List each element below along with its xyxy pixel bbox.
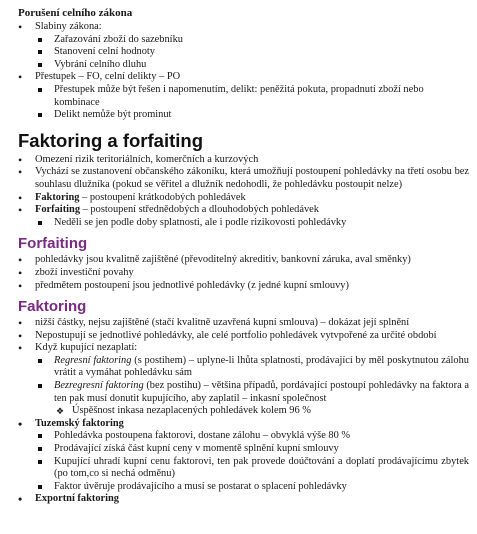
term-definition: – postoupení krátkodobých pohledávek	[79, 191, 246, 203]
list-item: • Omezení rizik teritoriálních, komerčních a kurzových	[18, 154, 469, 167]
factoring-forfaiting-list	[18, 154, 469, 230]
list-item: • pohledávky jsou kvalitně zajištěné (převoditelný akreditiv, bankovní záruka, aval směnky)	[18, 254, 469, 267]
list-item: • Nepostupují se jednotlivé pohledávky, ale celé portfolio pohledávek vytvpořené za určité období	[18, 330, 469, 343]
list-item	[18, 355, 469, 380]
list-item: Prodávající získá část kupní ceny v momentě splnění kupní smlouvy	[18, 443, 469, 456]
list-item: Pohledávka postoupena faktorovi, dostane zálohu – obvyklá výše 80 %	[18, 430, 469, 443]
section-heading-factoring: Faktoring	[18, 298, 87, 316]
list-item: • Vychází se zustanovení občanského zákoníku, která umožňují postoupení pohledávky na třetí osobu bez souhlasu dlužníka (pokud se věřitel a dlužník nedohodli, že pohledávku postoupit nelze)	[18, 166, 469, 191]
term-italic: Regresní faktoring	[54, 354, 132, 366]
list-item: Stanovení celní hodnoty	[18, 46, 469, 59]
list-item	[18, 192, 469, 205]
factoring-list	[18, 317, 469, 506]
list-item: • zboží investiční povahy	[18, 267, 469, 280]
term-definition: (s postihem) – uplyne-li lhůta splatnosti, prodávající by měl poskytnutou zálohu vrátit a vymáhat pohledávku sám	[54, 354, 469, 379]
term-bold: Forfaiting	[35, 204, 81, 216]
list-item: Faktor úvěruje prodávajícího a musí se postarat o splacení pohledávky	[18, 481, 469, 494]
list-item: • nižší částky, nejsu zajištěné (stačí kvalitně uzavřená kupní smlouva) – dokázat její splnění	[18, 317, 469, 330]
section-heading-customs: Porušení celního zákona	[18, 7, 133, 19]
forfaiting-list	[18, 254, 469, 292]
list-item: Delikt nemůže být prominut	[18, 109, 469, 122]
list-item: Kupující uhradí kupní cenu faktorovi, ten pak provede doúčtování a doplatí prodávajícímu zbytek (po tom,co si nechá odměnu)	[18, 456, 469, 481]
term-definition: (bez postihu) – většina případů, pordávající postoupí pohledávky na faktora a ten pak musí donutit kupujícího, aby zaplatil – inkasní společnost	[54, 380, 469, 404]
list-item: • Exportní faktoring	[18, 493, 469, 506]
list-item: • Přestupek – FO, celní delikty – PO	[18, 71, 469, 84]
list-item: • Tuzemský faktoring	[18, 418, 469, 431]
list-item: ❖ Úspěšnost inkasa nezaplacených pohledávek kolem 96 %	[18, 405, 469, 418]
list-item: • Když kupující nezaplatí:	[18, 342, 469, 355]
list-item: Zařazování zboží do sazebníku	[18, 34, 469, 47]
list-item: Přestupek může být řešen i napomenutím, delikt: peněžitá pokuta, propadnutí zboží nebo kombinace	[18, 84, 469, 109]
list-item: • předmětem postoupení jsou jednotlivé pohledávky (z jedné kupní smlouvy)	[18, 280, 469, 293]
list-item	[18, 204, 469, 217]
term-bold: Faktoring	[35, 191, 80, 203]
customs-list	[18, 21, 469, 122]
term-italic: Bezregresní faktoring	[54, 380, 144, 392]
list-item: Neděli se jen podle doby splatnosti, ale i podle rizikovosti pohledávky	[18, 217, 469, 230]
term-definition: – postoupení střednědobých a dlouhodobých pohledávek	[80, 204, 319, 216]
list-item	[18, 380, 469, 405]
list-item: • Slabiny zákona:	[18, 21, 469, 34]
list-item: Vybrání celního dluhu	[18, 59, 469, 72]
section-heading-factoring-forfaiting: Faktoring a forfaiting	[18, 129, 203, 151]
section-heading-forfaiting: Forfaiting	[18, 235, 88, 253]
